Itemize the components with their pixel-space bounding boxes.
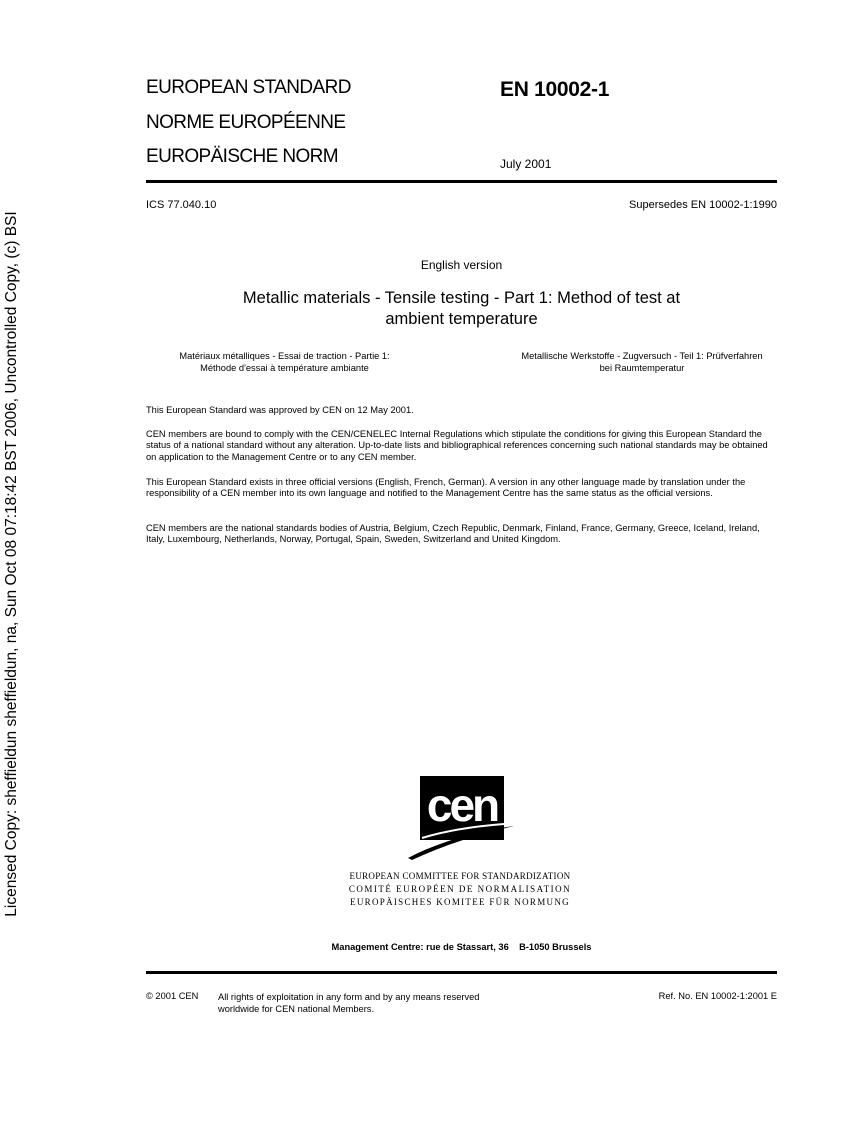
main-title-line-1: Metallic materials - Tensile testing - Part 1: Method of test at <box>242 289 681 307</box>
approval-paragraph: This European Standard was approved by CEN on 12 May 2001. <box>146 405 414 415</box>
svg-text:cen: cen <box>426 779 498 831</box>
publication-date: July 2001 <box>500 157 552 171</box>
header-rule <box>146 180 777 183</box>
rights-notice-line-2: worldwide for CEN national Members. <box>218 1004 375 1014</box>
main-title-line-2: ambient temperature <box>385 310 538 328</box>
footer-rule <box>146 971 777 974</box>
main-title <box>146 288 777 330</box>
versions-paragraph: This European Standard exists in three official versions (English, French, German). A version in any other language made by translation under the responsibility of a CEN member into its own language and notified to the Management Centre has the same status as the official versions. <box>146 477 746 499</box>
rights-notice-line-1: All rights of exploitation in any form and by any means reserved <box>218 992 480 1002</box>
version-label: English version <box>420 258 503 272</box>
compliance-paragraph: CEN members are bound to comply with the CEN/CENELEC Internal Regulations which stipulate the conditions for giving this European Standard the status of a national standard without any alteration. Up-to-date lists and bibliographical references concerning such national standards may be obtained on application to the Management Centre or to any CEN member. <box>146 429 768 462</box>
supersedes-note: Supersedes EN 10002-1:1990 <box>629 199 777 211</box>
license-watermark: Licensed Copy: sheffieldun sheffieldun, na, Sun Oct 08 07:18:42 BST 2006, Uncontrolled Copy, (c) BSI <box>3 211 20 917</box>
cen-logo-icon <box>408 776 516 860</box>
french-title-line-1: Matériaux métalliques - Essai de traction - Partie 1: <box>179 351 390 361</box>
committee-german: EUROPÄISCHES KOMITEE FÜR NORMUNG <box>350 897 570 907</box>
copyright: © 2001 CEN <box>146 991 199 1001</box>
title-french: NORME EUROPÉENNE <box>146 112 346 133</box>
committee-french: COMITÉ EUROPÉEN DE NORMALISATION <box>348 884 572 894</box>
german-title <box>498 350 786 374</box>
rights-notice <box>218 991 479 1015</box>
german-title-line-2: bei Raumtemperatur <box>599 363 685 373</box>
title-english: EUROPEAN STANDARD <box>146 77 351 98</box>
ics-code: ICS 77.040.10 <box>146 199 217 211</box>
members-paragraph: CEN members are the national standards bodies of Austria, Belgium, Czech Republic, Denmark, Finland, France, Germany, Greece, Iceland, Ireland, Italy, Luxembourg, Netherlands, Norway, Portugal, Spain, Sweden, Switzerland and United Kingdom. <box>146 523 760 545</box>
reference-number: Ref. No. EN 10002-1:2001 E <box>658 991 777 1001</box>
management-centre-address: Management Centre: rue de Stassart, 36 B-1050 Brussels <box>331 942 592 952</box>
standard-number: EN 10002-1 <box>500 78 610 101</box>
title-german: EUROPÄISCHE NORM <box>146 146 339 167</box>
french-title <box>146 350 423 374</box>
committee-english: EUROPEAN COMMITTEE FOR STANDARDIZATION <box>349 871 571 881</box>
french-title-line-2: Méthode d'essai à température ambiante <box>200 363 369 373</box>
german-title-line-1: Metallische Werkstoffe - Zugversuch - Teil 1: Prüfverfahren <box>521 351 763 361</box>
